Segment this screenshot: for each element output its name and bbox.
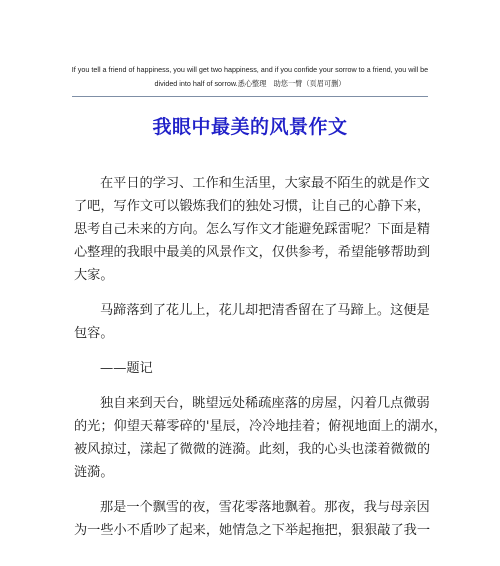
paragraph-line: 大家。: [74, 268, 114, 283]
paragraph-line: 独自来到天台，眺望远处稀疏座落的房屋，闪着几点微弱: [100, 396, 430, 411]
body-paragraph: [74, 172, 434, 287]
paragraph-line: 马蹄落到了花儿上，花儿却把清香留在了马蹄上。这便是: [100, 303, 430, 318]
page-header: [60, 63, 440, 91]
body-paragraph: [74, 496, 434, 542]
header-divider: [72, 96, 428, 97]
paragraph-line: 在平日的学习、工作和生活里，大家最不陌生的就是作文: [100, 176, 430, 191]
paragraph-line: 了吧，写作文可以锻炼我们的独处习惯，让自己的心静下来，: [74, 199, 431, 214]
body-paragraph: [74, 357, 434, 380]
paragraph-line: 的光；仰望天幕零碎的'星辰，冷冷地挂着；俯视地面上的湖水，: [74, 419, 447, 434]
paragraph-line: ——题记: [100, 361, 153, 376]
paragraph-line: 那是一个飘雪的夜，雪花零落地飘着。那夜，我与母亲因: [100, 500, 430, 515]
document-body: [74, 172, 447, 554]
header-line-1: If you tell a friend of happiness, you will get two happiness, and if you confide your sorrow to a friend, you will be: [71, 65, 429, 74]
paragraph-line: 思考自己未来的方向。怎么写作文才能避免踩雷呢？下面是精: [74, 222, 431, 237]
header-line-2: divided into half of sorrow.悉心整理 助您一臂（页眉可删）: [154, 79, 346, 88]
body-paragraph: [74, 299, 434, 345]
paragraph-line: 心整理的我眼中最美的风景作文，仅供参考，希望能够帮助到: [74, 245, 431, 260]
paragraph-line: 包容。: [74, 326, 114, 341]
document-title: 我眼中最美的风景作文: [152, 116, 348, 138]
paragraph-line: 为一些小不盾吵了起来，她情急之下举起拖把，狠狠敲了我一: [74, 523, 431, 538]
paragraph-line: 涟漪。: [74, 465, 114, 480]
body-paragraph: [74, 392, 447, 484]
paragraph-line: 被风掠过，漾起了微微的涟漪。此刻，我的心头也漾着微微的: [74, 442, 431, 457]
